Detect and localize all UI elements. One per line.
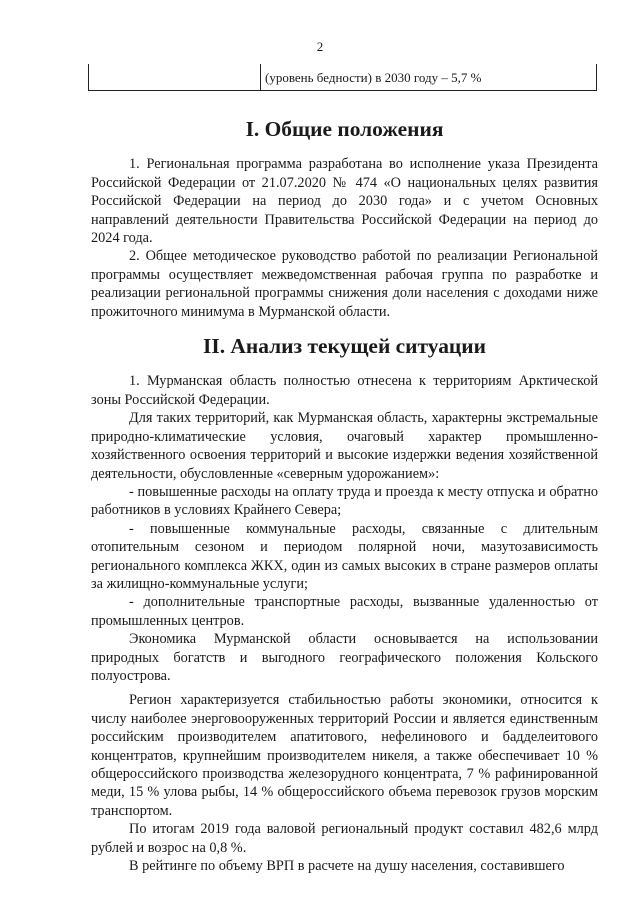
page-number: 2 (316, 39, 324, 54)
list-item: - дополнительные транспортные расходы, вызванные удаленностью от промышленных центров. (91, 594, 598, 629)
paragraph: Для таких территорий, как Мурманская область, характерны экстремальные природно-климатические условия, очаговый характер промышленно-хозяйственного освоения территорий и высокие издержки ведения хозяйственной деятельности, обусловленные «северным удорожанием»: (91, 410, 598, 482)
paragraph: По итогам 2019 года валовой региональный продукт составил 482,6 млрд рублей и возрос на 0,8 %. (91, 821, 598, 856)
document-body (91, 117, 598, 875)
list-item: - повышенные расходы на оплату труда и проезда к месту отпуска и обратно работников в условиях Крайнего Севера; (91, 483, 598, 519)
table-cell-divider (260, 64, 261, 90)
table-cell-text: (уровень бедности) в 2030 году – 5,7 % (265, 70, 482, 85)
paragraph: Регион характеризуется стабильностью работы экономики, относится к числу наиболее энерговооруженных территорий России и является единственным российским производителем апатитового, нефелинового и бадделеитового концентратов, крупнейшим производителем никеля, а также обеспечивает 10 % общероссийского производства железорудного концентрата, 7 % рафинированной меди, 15 % улова рыбы, 14 % общероссийского объема перевозок грузов морским транспортом. (91, 692, 598, 819)
section-heading-analysis: II. Анализ текущей ситуации (203, 334, 486, 359)
table-fragment (88, 64, 597, 91)
paragraph: В рейтинге по объему ВРП в расчете на душу населения, составившего (129, 858, 565, 875)
paragraph: 2. Общее методическое руководство работой по реализации Региональной программы осуществляет межведомственная рабочая группа по разработке и реализации региональной программы снижения доли населения с доходами ниже прожиточного минимума в Мурманской области. (91, 248, 598, 320)
list-item: - повышенные коммунальные расходы, связанные с длительным отопительным сезоном и периодом полярной ночи, мазутозависимость регионального комплекса ЖКХ, один из самых высоких в стране размеров оплаты за жилищно-коммунальные услуги; (91, 520, 598, 592)
paragraph: Экономика Мурманской области основывается на использовании природных богатств и выгодного географического положения Кольского полуострова. (91, 631, 598, 684)
paragraph: 1. Региональная программа разработана во исполнение указа Президента Российской Федерации от 21.07.2020 № 474 «О национальных целях развития Российской Федерации на период до 2030 года» и с учетом Основных направлений деятельности Правительства Российской Федерации на период до 2024 года. (91, 156, 598, 247)
section-heading-general: I. Общие положения (245, 117, 444, 141)
paragraph: 1. Мурманская область полностью отнесена к территориям Арктической зоны Российской Федерации. (91, 373, 598, 408)
